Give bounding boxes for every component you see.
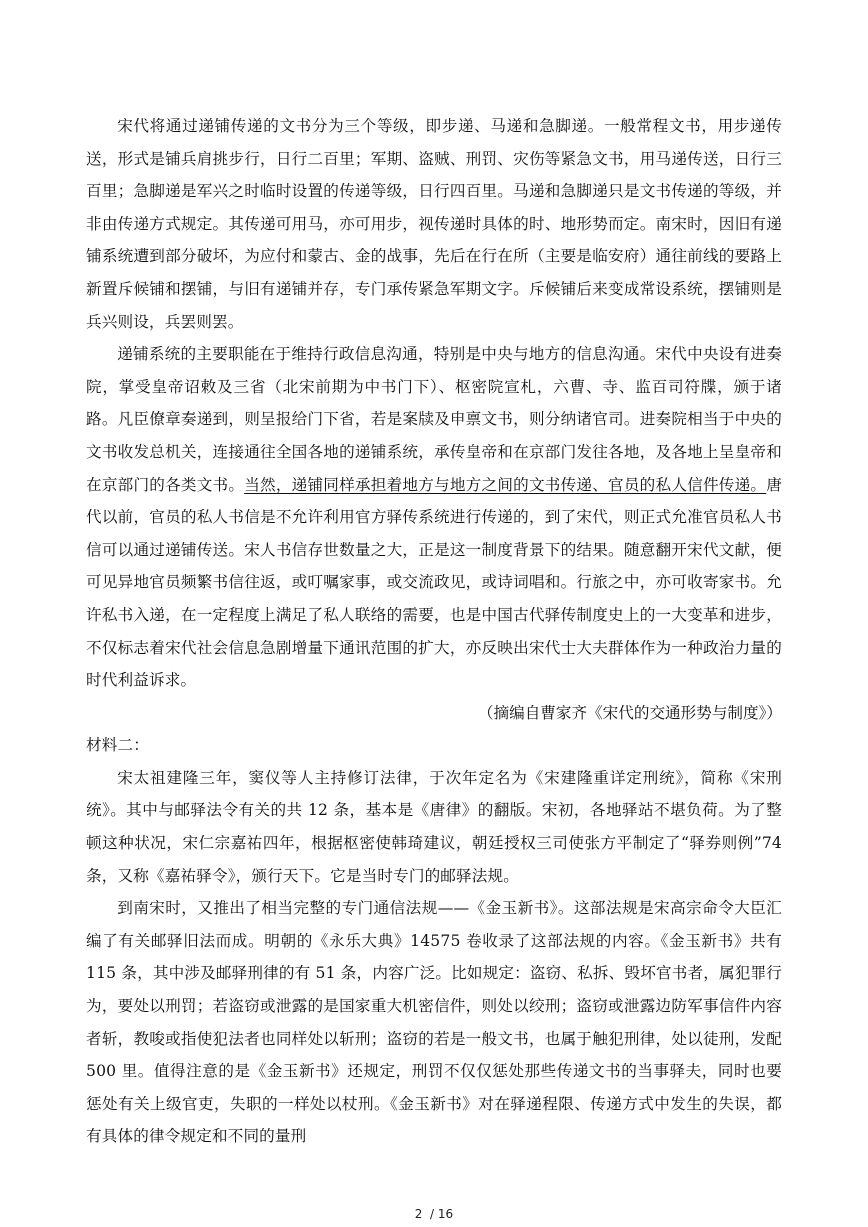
document-body xyxy=(86,110,782,1153)
material1-source-citation: （摘编自曹家齐《宋代的交通形势与制度》） xyxy=(477,703,782,722)
page-number: 2 / 16 xyxy=(414,1207,454,1221)
material2-heading: 材料二： xyxy=(86,736,149,755)
material2-paragraph-1: 宋太祖建隆三年，窦仪等人主持修订法律，于次年定名为《宋建隆重详定刑统》，简称《宋刑统》。其中与邮驿法令有关的共 12 条，基本是《唐律》的翻版。宋初，各地驿站不堪负荷。为了整顿这种状况，宋仁宗嘉祐四年，根据枢密使韩琦建议，朝廷授权三司使张方平制定了“驿券则例”74 条，又称《嘉祐驿令》，颁行天下。它是当时专门的邮驿法规。 xyxy=(86,768,782,885)
material2-paragraph-2: 到南宋时，又推出了相当完整的专门通信法规——《金玉新书》。这部法规是宋高宗命令大臣汇编了有关邮驿旧法而成。明朝的《永乐大典》14575 卷收录了这部法规的内容。《金玉新书》共有 115 条，其中涉及邮驿刑律的有 51 条，内容广泛。比如规定：盗窃、私拆、毁坏官书者，属犯罪行为，要处以刑罚；若盗窃或泄露的是国家重大机密信件，则处以绞刑；盗窃或泄露边防军事信件内容者斩，教唆或指使犯法者也同样处以斩刑；盗窃的若是一般文书，也属于触犯刑律，处以徒刑，发配 500 里。值得注意的是《金玉新书》还规定，刑罚不仅仅惩处那些传递文书的当事驿夫，同时也要惩处有关上级官吏，失职的一样处以杖刑。《金玉新书》对在驿递程限、传递方式中发生的失误，都有具体的律令规定和不同的量刑 xyxy=(86,899,782,1146)
material1-paragraph-1: 宋代将通过递铺传递的文书分为三个等级，即步递、马递和急脚递。一般常程文书，用步递传送，形式是铺兵肩挑步行，日行二百里；军期、盗贼、刑罚、灾伤等紧急文书，用马递传送，日行三百里；急脚递是军兴之时临时设置的传递等级，日行四百里。马递和急脚递只是文书传递的等级，并非由传递方式规定。其传递可用马，亦可用步，视传递时具体的时、地形势而定。南宋时，因旧有递铺系统遭到部分破坏，为应付和蒙古、金的战事，先后在行在所（主要是临安府）通往前线的要路上新置斥候铺和摆铺，与旧有递铺并存，专门承传紧急军期文字。斥候铺后来变成常设系统，摆铺则是兵兴则设，兵罢则罢。 xyxy=(86,117,782,331)
material1-paragraph-2-text-b: 唐代以前，官员的私人书信是不允许利用官方驿传系统进行传递的，到了宋代，则正式允准官员私人书信可以通过递铺传送。宋人书信存世数量之大，正是这一制度背景下的结果。随意翻开宋代文献，便可见异地官员频繁书信往返，或叮嘱家事，或交流政见，或诗词唱和。行旅之中，亦可收寄家书。允许私书入递，在一定程度上满足了私人联络的需要，也是中国古代驿传制度史上的一大变革和进步，不仅标志着宋代社会信息急剧增量下通讯范围的扩大，亦反映出宋代士大夫群体作为一种政治力量的时代利益诉求。 xyxy=(86,475,782,690)
material1-paragraph-2 xyxy=(86,338,782,697)
material1-paragraph-2-text-a: 递铺系统的主要职能在于维持行政信息沟通，特别是中央与地方的信息沟通。宋代中央设有进奏院，掌受皇帝诏敕及三省（北宋前期为中书门下）、枢密院宣札，六曹、寺、监百司符牒，颁于诸路。凡臣僚章奏递到，则呈报给门下省，若是案牍及申禀文书，则分纳诸官司。进奏院相当于中央的文书收发总机关，连接通往全国各地的递铺系统，承传皇帝和在京部门发往各地，及各地上呈皇帝和在京部门的各类文书。 xyxy=(86,345,782,494)
underlined-sentence: 当然，递铺同样承担着地方与地方之间的文书传递、官员的私人信件传递。 xyxy=(244,475,767,494)
